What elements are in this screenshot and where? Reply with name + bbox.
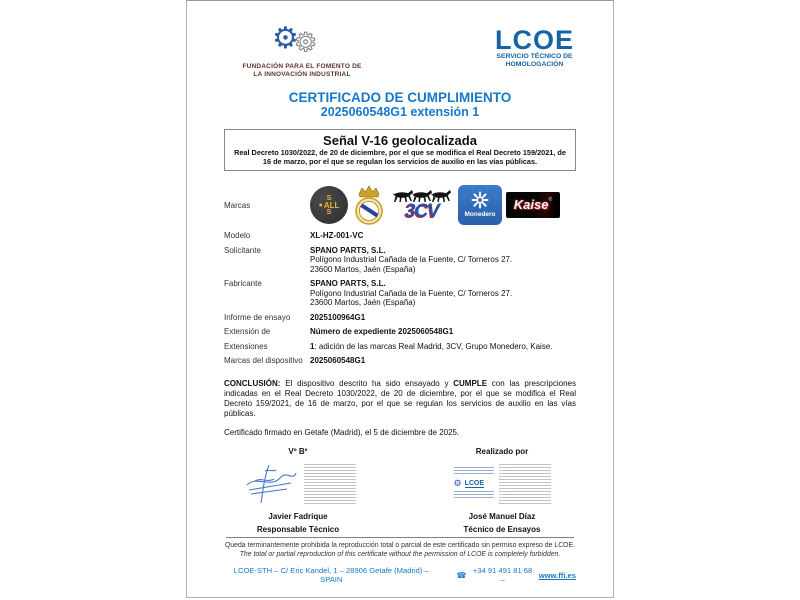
certificate-page: [186, 0, 614, 598]
footer-phone: +34 91 491 81 68 –: [472, 566, 533, 584]
solicitante-address2: 23600 Martos, Jaén (España): [310, 264, 416, 274]
gear-outline-icon: ⚙: [294, 27, 318, 57]
phone-icon: ☎: [456, 570, 467, 580]
row-marcas: [224, 185, 576, 225]
sosall-mid: [319, 202, 340, 209]
extension-de-value: Número de expediente 2025060548G1: [310, 327, 454, 337]
footer-notice-en: The total or partial reproduction of this certificate without the permission of LCOE is completely forbidden.: [239, 550, 561, 558]
extension-de-label: Extensión de: [224, 327, 271, 337]
marcas-dispositivo-label: Marcas del dispositivo: [224, 356, 303, 366]
footer-notice-es: Queda terminantemente prohibida la reproducción total o parcial de este certificado sin permiso expreso de LCOE.: [224, 542, 576, 549]
realizado-por-header: Realizado por: [475, 446, 529, 456]
solicitante-address1: Polígono Industrial Cañada de la Fuente, C/ Torneros 27.: [310, 255, 513, 265]
lcoe-wordmark: LCOE: [494, 25, 574, 55]
ffii-gears-icon: [232, 22, 372, 63]
certificate-title: [224, 90, 576, 120]
sosall-top: S: [326, 194, 332, 202]
signature-left: [224, 447, 372, 535]
marcas-dispositivo-value: 2025060548G1: [310, 356, 366, 366]
right-signer-name: José Manuel Díaz: [468, 511, 536, 521]
stamp-logo-row: [454, 478, 485, 489]
vobo-header: Vº Bº: [288, 446, 308, 456]
sosall-mid-text: ALL: [323, 200, 340, 210]
left-signer-role: Responsable Técnico: [256, 525, 340, 535]
signed-line: Certificado firmado en Getafe (Madrid), el 5 de diciembre de 2025.: [224, 427, 460, 437]
stamp-gear-icon: ⚙: [453, 478, 462, 489]
product-box: [224, 129, 576, 171]
snowflake-icon: [471, 191, 489, 209]
extensiones-number: 1: [310, 341, 315, 351]
fabricante-address1: Polígono Industrial Cañada de la Fuente, C/ Torneros 27.: [310, 288, 513, 298]
conclusion-paragraph: [224, 379, 576, 419]
signature-right: [428, 447, 576, 535]
signature-scribble-icon: [241, 463, 299, 505]
gear-blue-icon: ⚙: [272, 22, 299, 55]
marcas-label: Marcas: [224, 200, 251, 210]
row-modelo: [224, 231, 576, 241]
fields-section: [224, 185, 576, 371]
row-extension-de: [224, 327, 576, 337]
ffii-caption-line2: LA INNOVACIÓN INDUSTRIAL: [253, 70, 351, 78]
signatures-section: [224, 447, 576, 535]
solicitante-value: [310, 246, 576, 275]
lcoe-logo: [495, 27, 574, 69]
header: [224, 22, 576, 78]
sosall-logo: [310, 186, 348, 224]
row-extensiones: [224, 342, 576, 352]
row-informe: [224, 313, 576, 323]
conclusion-cumple: CUMPLE: [453, 378, 488, 388]
footer-website-link[interactable]: www.ffi.es: [538, 570, 576, 580]
stamp-lcoe-wordmark: LCOE: [464, 479, 485, 487]
row-marcas-dispositivo: [224, 356, 576, 366]
ffii-logo: [232, 22, 372, 78]
brand-logos: [310, 185, 576, 225]
stamp-micro-text-bottom: [454, 491, 494, 500]
informe-value: 2025100964G1: [310, 312, 366, 322]
real-madrid-crest: [352, 185, 386, 225]
row-fabricante: [224, 279, 576, 308]
fabricante-name: SPANO PARTS, S.L.: [310, 279, 386, 289]
left-signer-name: Javier Fadrique: [268, 511, 328, 521]
solicitante-label: Solicitante: [224, 245, 261, 255]
kaise-wordmark: Kaise: [513, 197, 549, 213]
footer-address: LCOE-STH – C/ Eric Kandel, 1 – 28906 Getafe (Madrid) – SPAIN: [233, 566, 429, 584]
solicitante-name: SPANO PARTS, S.L.: [310, 245, 386, 255]
registered-mark: ®: [548, 197, 553, 204]
right-stamp: [428, 460, 576, 508]
title-line1: CERTIFICADO DE CUMPLIMIENTO: [288, 90, 512, 105]
right-stamp-seal: [454, 467, 494, 500]
footer-divider: [226, 537, 574, 538]
right-signer-role: Técnico de Ensayos: [463, 525, 541, 535]
digital-signature-text-block: [499, 464, 551, 504]
3cv-wordmark: 3CV: [405, 201, 439, 223]
informe-label: Informe de ensayo: [224, 312, 291, 322]
conclusion-before: El dispositivo descrito ha sido ensayado y: [280, 378, 454, 388]
stamp-micro-text-top: [454, 467, 494, 476]
monedero-logo: [458, 185, 502, 225]
lcoe-subtitle-line1: SERVICIO TÉCNICO DE: [496, 53, 573, 60]
title-line2: 2025060548G1 extensión 1: [320, 105, 480, 119]
footer: [224, 537, 576, 584]
left-stamp: [224, 460, 372, 508]
extensiones-label: Extensiones: [224, 341, 268, 351]
monedero-wordmark: Monedero: [464, 210, 496, 218]
modelo-value: XL-HZ-001-VC: [310, 231, 364, 241]
digital-signature-text-block: [304, 464, 356, 504]
extensiones-text: : adición de las marcas Real Madrid, 3CV, Grupo Monedero, Kaise.: [314, 341, 553, 351]
dot-icon: ●: [318, 201, 323, 209]
product-title: Señal V-16 geolocalizada: [323, 133, 477, 148]
kaise-logo: [506, 192, 560, 218]
row-solicitante: [224, 246, 576, 275]
3cv-logo: [390, 189, 454, 221]
fabricante-address2: 23600 Martos, Jaén (España): [310, 298, 416, 308]
ffii-caption-line1: FUNDACIÓN PARA EL FOMENTO DE: [242, 63, 362, 70]
conclusion-label: CONCLUSIÓN:: [224, 378, 281, 388]
fabricante-value: [310, 279, 576, 308]
sosall-bottom: S: [326, 208, 332, 216]
lcoe-subtitle-line2: HOMOLOGACIÓN: [505, 61, 564, 68]
conclusion-after: con las prescripciones indicadas en el Real Decreto 1030/2022, de 20 de diciembre, por el que se modifica el Real Decreto 159/2021, de 16 de marzo, por el que se regulan los servicios de auxilio en las vías públicas.: [224, 378, 577, 418]
extensiones-value: [310, 342, 576, 352]
modelo-label: Modelo: [224, 231, 251, 241]
product-subtitle: Real Decreto 1030/2022, de 20 de diciembre, por el que se modifica el Real Decreto 159/2021, de 16 de marzo, por el que se regulan los servicios de auxilio en las vías públicas.: [234, 148, 566, 166]
fabricante-label: Fabricante: [224, 279, 262, 289]
footer-contact: [224, 566, 576, 584]
